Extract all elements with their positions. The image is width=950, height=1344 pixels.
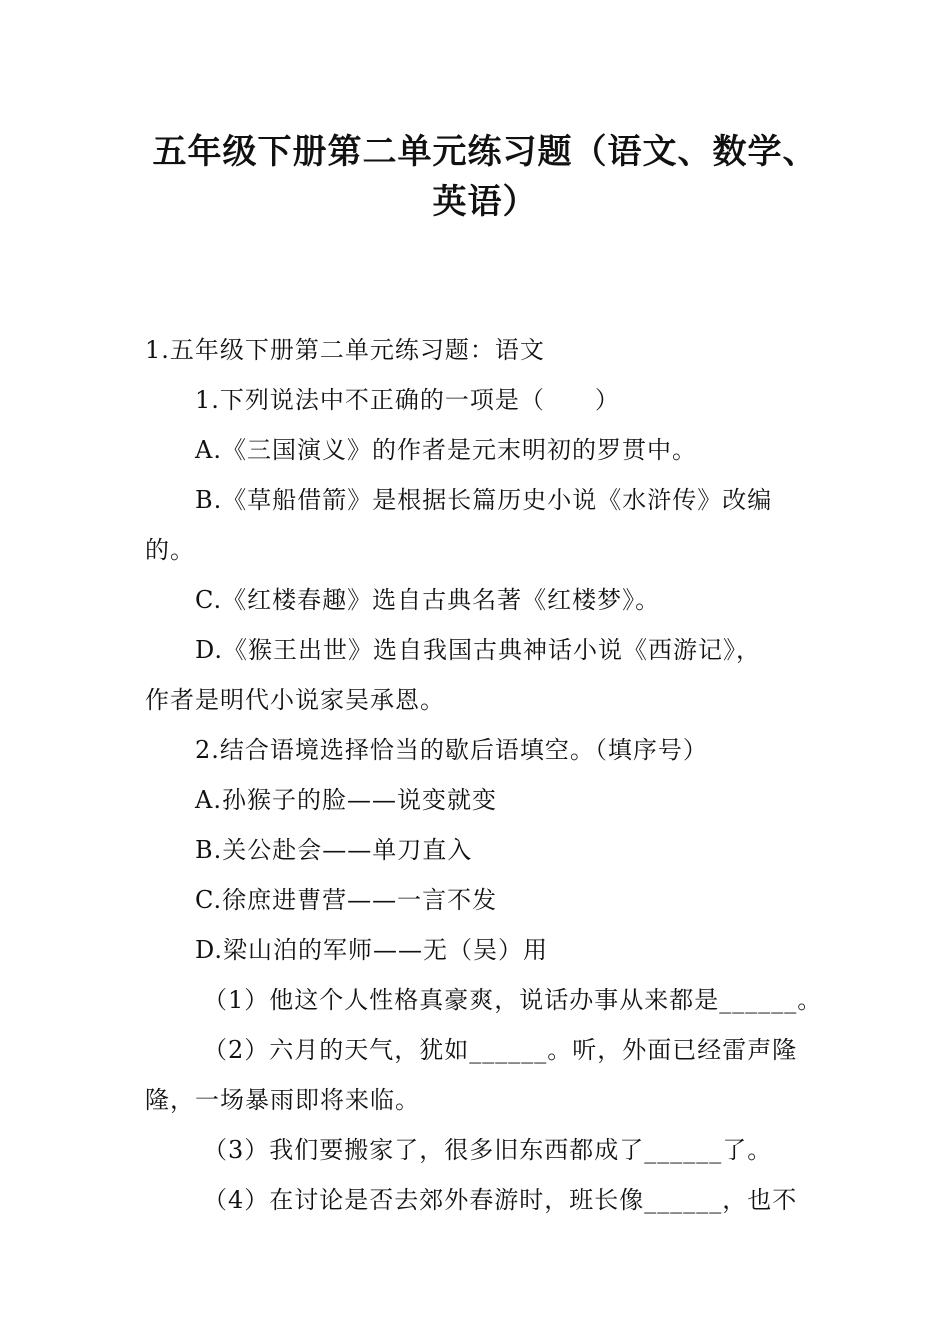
question-2-sentence-2-continuation: 隆，一场暴雨即将来临。: [145, 1086, 420, 1114]
question-2-sentence-4: （4）在讨论是否去郊外春游时，班长像______，也不: [203, 1186, 798, 1214]
question-1-stem: 1.下列说法中不正确的一项是（ ）: [195, 386, 620, 414]
section-heading: 1.五年级下册第二单元练习题：语文: [145, 336, 545, 364]
question-2-option-d: D.梁山泊的军师——无（吴）用: [195, 936, 549, 964]
question-2-option-b: B.关公赴会——单刀直入: [195, 836, 473, 864]
question-1-option-b-continuation: 的。: [145, 536, 195, 564]
question-2-stem: 2.结合语境选择恰当的歇后语填空。（填序号）: [195, 736, 708, 764]
question-1-option-b: B.《草船借箭》是根据长篇历史小说《水浒传》改编: [195, 486, 773, 514]
question-2-sentence-3: （3）我们要搬家了，很多旧东西都成了______了。: [203, 1136, 773, 1164]
question-1-option-a: A.《三国演义》的作者是元末明初的罗贯中。: [195, 436, 697, 464]
question-2-option-a: A.孙猴子的脸——说变就变: [195, 786, 497, 814]
question-1-option-d-continuation: 作者是明代小说家吴承恩。: [145, 686, 445, 714]
document-title-line-2: 英语）: [432, 182, 538, 222]
question-2-sentence-1: （1）他这个人性格真豪爽，说话办事从来都是______。: [203, 986, 823, 1014]
question-2-option-c: C.徐庶进曹营——一言不发: [195, 886, 498, 914]
question-1-option-d: D.《猴王出世》选自我国古典神话小说《西游记》，: [195, 636, 762, 664]
document-title-line-1: 五年级下册第二单元练习题（语文、数学、: [152, 132, 818, 172]
question-2-sentence-2: （2）六月的天气，犹如______。听，外面已经雷声隆: [203, 1036, 798, 1064]
question-1-option-c: C.《红楼春趣》选自古典名著《红楼梦》。: [195, 586, 661, 614]
